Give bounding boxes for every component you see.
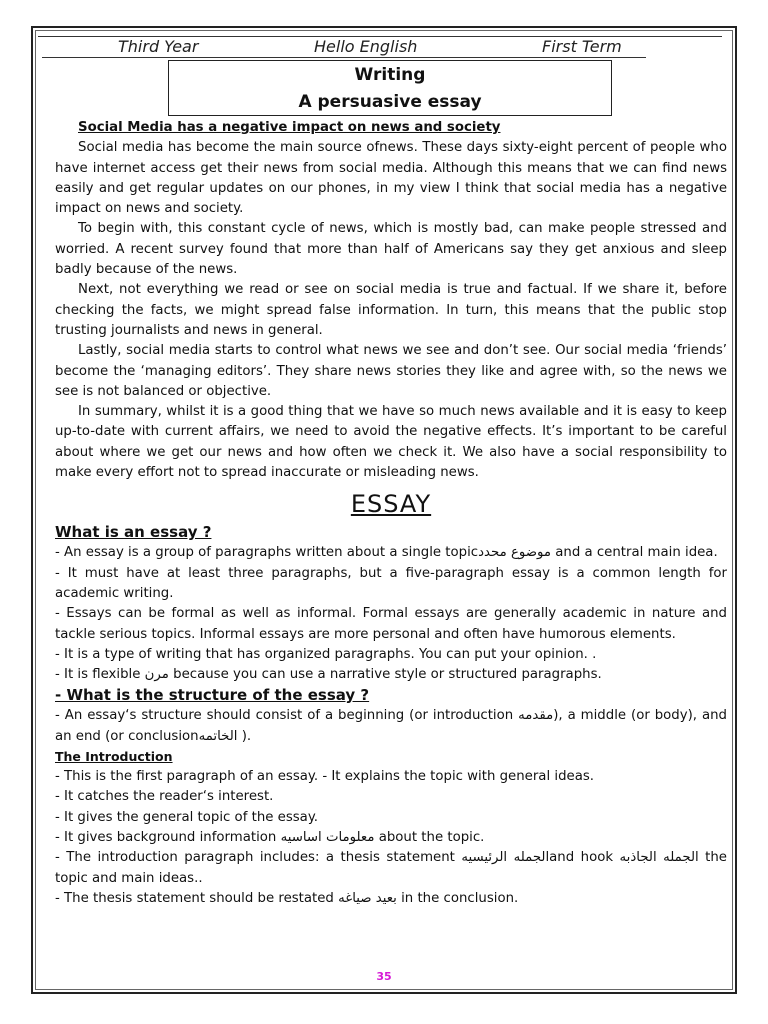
- essay-paragraph-3: Next, not everything we read or see on social media is true and factual. If we share it, before checking the facts, we might spread false information. In turn, this means that the public stop trusting journalists and news in general.: [55, 282, 727, 338]
- question-essay-structure: - What is the structure of the essay ?: [55, 686, 370, 705]
- list-item: - This is the first paragraph of an essay. - It explains the topic with general ideas.: [55, 769, 594, 785]
- list-item: - It is a type of writing that has organized paragraphs. You can put your opinion. .: [55, 646, 597, 662]
- list-item: - It gives the general topic of the essay.: [55, 809, 319, 825]
- list-item: - An essay‘s structure should consist of a beginning (or introduction مقدمه), a middle (or body), and an end (or conclusionالخاتمه ).: [55, 708, 727, 744]
- list-item: - The introduction paragraph includes: a thesis statement الجمله الرئيسيهand hook الجمله الجاذبه the topic and main ideas..: [55, 850, 727, 886]
- question-what-is-essay: What is an essay ?: [55, 523, 212, 542]
- introduction-heading: The Introduction: [55, 749, 173, 765]
- running-header: [0, 36, 768, 58]
- essay-paragraph-4: Lastly, social media starts to control what news we see and don’t see. Our social media ‘friends’ become the ‘managing editors’. They share news stories they like and agree with, so the news we see is not balanced or objective.: [55, 343, 727, 399]
- essay-paragraph-2: To begin with, this constant cycle of news, which is mostly bad, can make people stressed and worried. A recent survey found that more than half of Americans say they get anxious and sleep badly because of the news.: [55, 221, 727, 278]
- list-item: - The thesis statement should be restated بعيد صياغه in the conclusion.: [55, 890, 519, 906]
- header-underline: [42, 57, 646, 58]
- title-box: [168, 60, 612, 116]
- page-number: 35: [376, 970, 392, 983]
- essay-heading: ESSAY: [350, 490, 432, 519]
- list-item: - It is flexible مرن because you can use a narrative style or structured paragraphs.: [55, 667, 602, 683]
- content-body: [55, 118, 727, 909]
- essay-paragraph-5: In summary, whilst it is a good thing that we have so much news available and it is easy to keep up-to-date with current affairs, we need to avoid the negative effects. It’s important to be careful about where we get our news and how often we check it. We also have a social responsibility to make every effort not to spread inaccurate or misleading news.: [55, 404, 727, 481]
- header-term: First Term: [542, 37, 622, 56]
- list-item: - It must have at least three paragraphs, but a five-paragraph essay is a common length for academic writing.: [55, 565, 727, 601]
- title-writing: Writing: [354, 65, 426, 85]
- title-persuasive-essay: A persuasive essay: [298, 92, 482, 112]
- list-item: - It gives background information معلومات اساسيه about the topic.: [55, 829, 485, 845]
- essay-title: Social Media has a negative impact on news and society: [78, 120, 501, 135]
- header-year: Third Year: [118, 37, 199, 56]
- essay-paragraph-1: Social media has become the main source ofnews. These days sixty-eight percent of people who have internet access get their news from social media. Although this means that we can find news easily and get regular updates on our phones, in my view I think that social media has a negative impact on news and society.: [55, 140, 727, 217]
- list-item: - Essays can be formal as well as informal. Formal essays are generally academic in nature and tackle serious topics. Informal essays are more personal and often have humorous elements.: [55, 606, 727, 642]
- list-item: - An essay is a group of paragraphs written about a single topicموضوع محدد and a central main idea.: [55, 545, 718, 561]
- list-item: - It catches the reader‘s interest.: [55, 789, 274, 805]
- header-book: Hello English: [314, 37, 418, 56]
